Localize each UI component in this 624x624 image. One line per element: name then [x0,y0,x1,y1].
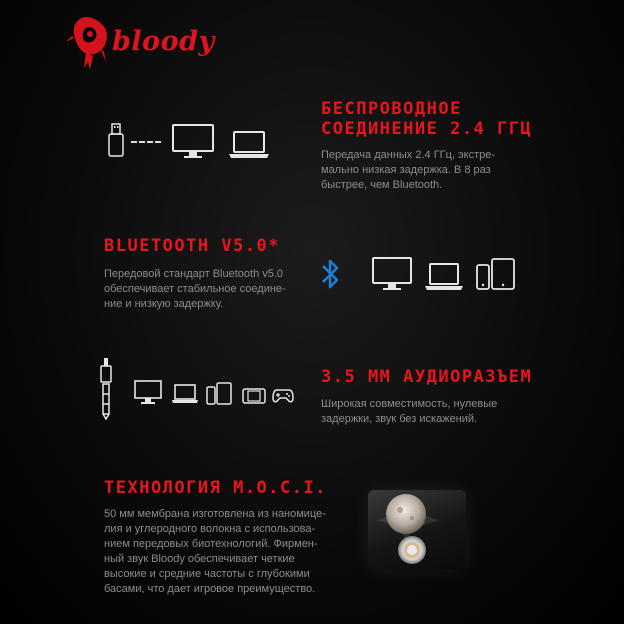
blood-hand-icon [66,12,116,72]
moci-title: ТЕХНОЛОГИЯ M.O.C.I. [104,478,327,498]
monitor-icon [372,257,412,292]
audio-jack-description: Широкая совместимость, нулевые задержки, звук без искажений. [321,398,498,425]
handheld-console-icon [242,388,266,404]
tablet-icon [491,258,515,290]
laptop-icon [229,131,269,159]
speaker-driver-image [368,490,466,570]
monitor-icon [134,380,162,406]
speaker-driver-icon [368,490,466,570]
brand-wordmark: bloody [112,26,215,57]
monitor-icon [172,124,214,160]
phone-icon [476,264,490,290]
bluetooth-description: Передовой стандарт Bluetooth v5.0 обеспечивает стабильное соедине- ние и низкую задержку. [104,268,286,310]
connection-dashes [131,141,161,145]
bluetooth-icon [319,257,343,291]
laptop-icon [172,384,198,404]
phone-tablet-icon [206,382,232,406]
laptop-icon [425,263,463,291]
audio-jack-icon [99,358,113,420]
usb-dongle-icon [107,123,125,157]
wireless-description: Передача данных 2.4 ГГц, экстре- мально низкая задержка. В 8 раз быстрее, чем Bluetooth. [321,149,496,191]
gamepad-icon [272,387,294,405]
audio-jack-title: 3.5 ММ АУДИОРАЗЪЕМ [321,367,533,387]
moci-description: 50 мм мембрана изготовлена из наномице- лия и углеродного волокна с использова- нием передовых биотехнологий. Фирмен- ный звук Bloody обеспечивает четкие высокие и средние частоты с глубокими басами, что дает игровое преимущество. [104,508,326,595]
wireless-title: БЕСПРОВОДНОЕ СОЕДИНЕНИЕ 2.4 ГГЦ [321,99,533,140]
bluetooth-title: BLUETOOTH V5.0* [104,236,281,256]
brand-logo [66,12,216,72]
